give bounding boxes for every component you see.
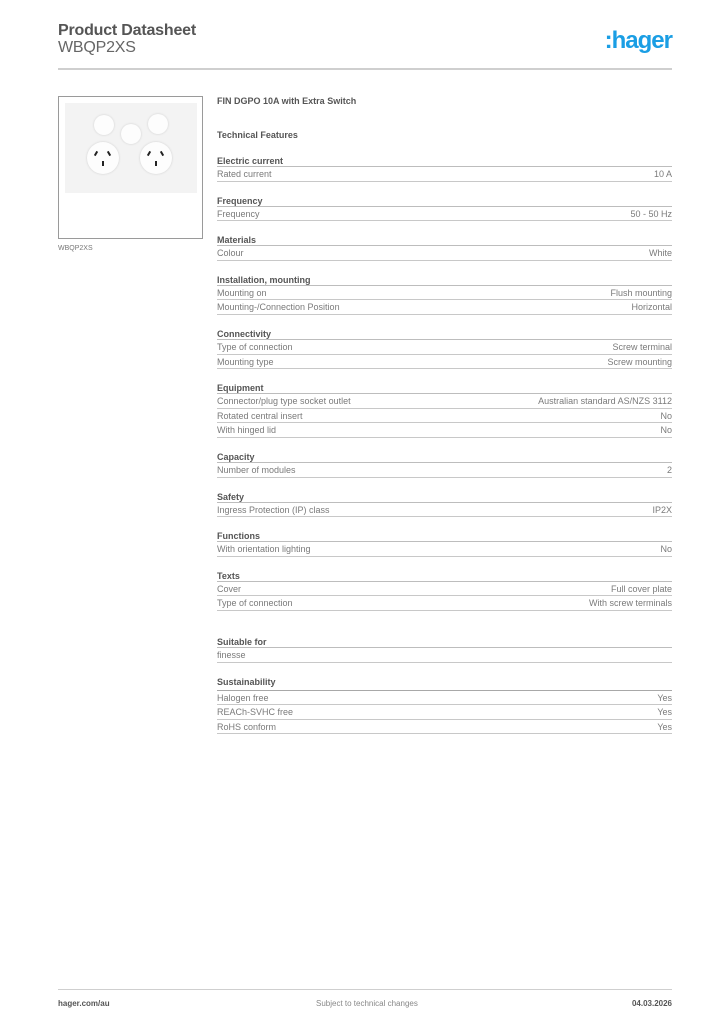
feature-label: With orientation lighting [217, 544, 311, 555]
feature-label: Number of modules [217, 464, 296, 475]
feature-label: REACh-SVHC free [217, 707, 294, 718]
feature-value: Flush mounting [610, 287, 672, 298]
product-code: WBQP2XS [58, 39, 136, 56]
feature-label: finesse [217, 649, 246, 660]
feature-row [217, 246, 672, 261]
section-title: Frequency [217, 195, 672, 207]
feature-sections [217, 155, 672, 734]
feature-label: With hinged lid [217, 425, 277, 436]
document-title: Product Datasheet [58, 22, 196, 39]
feature-label: Mounting on [217, 287, 267, 298]
switch-right-icon [148, 114, 168, 134]
section-frequency [217, 195, 672, 222]
feature-value: With screw terminals [588, 598, 672, 609]
feature-label: Type of connection [217, 598, 293, 609]
feature-label: Mounting type [217, 356, 274, 367]
feature-value: Horizontal [631, 302, 672, 313]
feature-value: 2 [666, 464, 672, 475]
outlet-plate-illustration [65, 103, 197, 193]
feature-label: Connector/plug type socket outlet [217, 396, 351, 407]
footer-date: 04.03.2026 [631, 999, 672, 1008]
feature-label: RoHS conform [217, 721, 277, 732]
feature-row [217, 167, 672, 182]
feature-label: Rotated central insert [217, 410, 303, 421]
section-title: Electric current [217, 155, 672, 167]
section-equipment [217, 382, 672, 438]
feature-row [217, 463, 672, 478]
datasheet-content [217, 96, 672, 734]
feature-label: Mounting-/Connection Position [217, 302, 340, 313]
switch-left-icon [94, 115, 114, 135]
feature-value: Screw terminal [612, 341, 672, 352]
switch-center-icon [121, 124, 141, 144]
feature-row [217, 648, 672, 663]
feature-value: No [660, 410, 672, 421]
feature-row [217, 582, 672, 597]
section-title: Suitable for [217, 636, 672, 648]
product-name: FIN DGPO 10A with Extra Switch [217, 96, 357, 106]
image-caption: WBQP2XS [58, 245, 93, 252]
feature-row [217, 207, 672, 222]
section-sustainability [217, 676, 672, 735]
section-electric-current [217, 155, 672, 182]
section-title: Installation, mounting [217, 274, 672, 286]
feature-value: Screw mounting [607, 356, 672, 367]
section-installation-mounting [217, 274, 672, 315]
section-title: Safety [217, 491, 672, 503]
feature-value: Full cover plate [610, 583, 672, 594]
footer-notice: Subject to technical changes [316, 999, 418, 1008]
feature-row [217, 691, 672, 706]
feature-row [217, 300, 672, 315]
feature-value: IP2X [652, 504, 672, 515]
section-materials [217, 234, 672, 261]
section-title: Equipment [217, 382, 672, 394]
feature-row [217, 542, 672, 557]
feature-row [217, 596, 672, 611]
section-capacity [217, 451, 672, 478]
website-link[interactable]: hager.com/au [58, 999, 110, 1008]
section-title: Materials [217, 234, 672, 246]
section-title: Sustainability [217, 676, 672, 691]
feature-value: White [648, 248, 672, 259]
product-image [58, 96, 203, 239]
feature-label: Type of connection [217, 341, 293, 352]
feature-row [217, 286, 672, 301]
section-connectivity [217, 328, 672, 369]
feature-row [217, 409, 672, 424]
section-safety [217, 491, 672, 518]
feature-label: Ingress Protection (IP) class [217, 504, 330, 515]
socket-left-icon [87, 142, 119, 174]
technical-features-title: Technical Features [217, 130, 298, 140]
feature-value: 10 A [653, 169, 672, 179]
feature-value: No [660, 425, 672, 436]
section-title: Texts [217, 570, 672, 582]
feature-row [217, 423, 672, 438]
feature-label: Rated current [217, 169, 272, 179]
feature-label: Halogen free [217, 692, 269, 703]
page-header [58, 22, 672, 70]
feature-row [217, 340, 672, 355]
feature-value: Yes [657, 692, 672, 703]
feature-row [217, 720, 672, 735]
section-title: Connectivity [217, 328, 672, 340]
hager-logo: :hager [604, 27, 672, 54]
feature-label: Colour [217, 248, 244, 259]
feature-row [217, 394, 672, 409]
feature-value: 50 - 50 Hz [630, 208, 672, 219]
section-title: Functions [217, 530, 672, 542]
socket-right-icon [140, 142, 172, 174]
header-divider [58, 68, 672, 70]
feature-row [217, 705, 672, 720]
feature-row [217, 355, 672, 370]
footer-divider [58, 989, 672, 990]
feature-row [217, 503, 672, 518]
section-suitable-for [217, 636, 672, 663]
feature-label: Frequency [217, 208, 260, 219]
feature-label: Cover [217, 583, 242, 594]
feature-value: Yes [657, 707, 672, 718]
feature-value: Australian standard AS/NZS 3112 [538, 396, 672, 407]
section-functions [217, 530, 672, 557]
section-title: Capacity [217, 451, 672, 463]
section-texts [217, 570, 672, 611]
feature-value: No [660, 544, 672, 555]
feature-value: Yes [657, 721, 672, 732]
